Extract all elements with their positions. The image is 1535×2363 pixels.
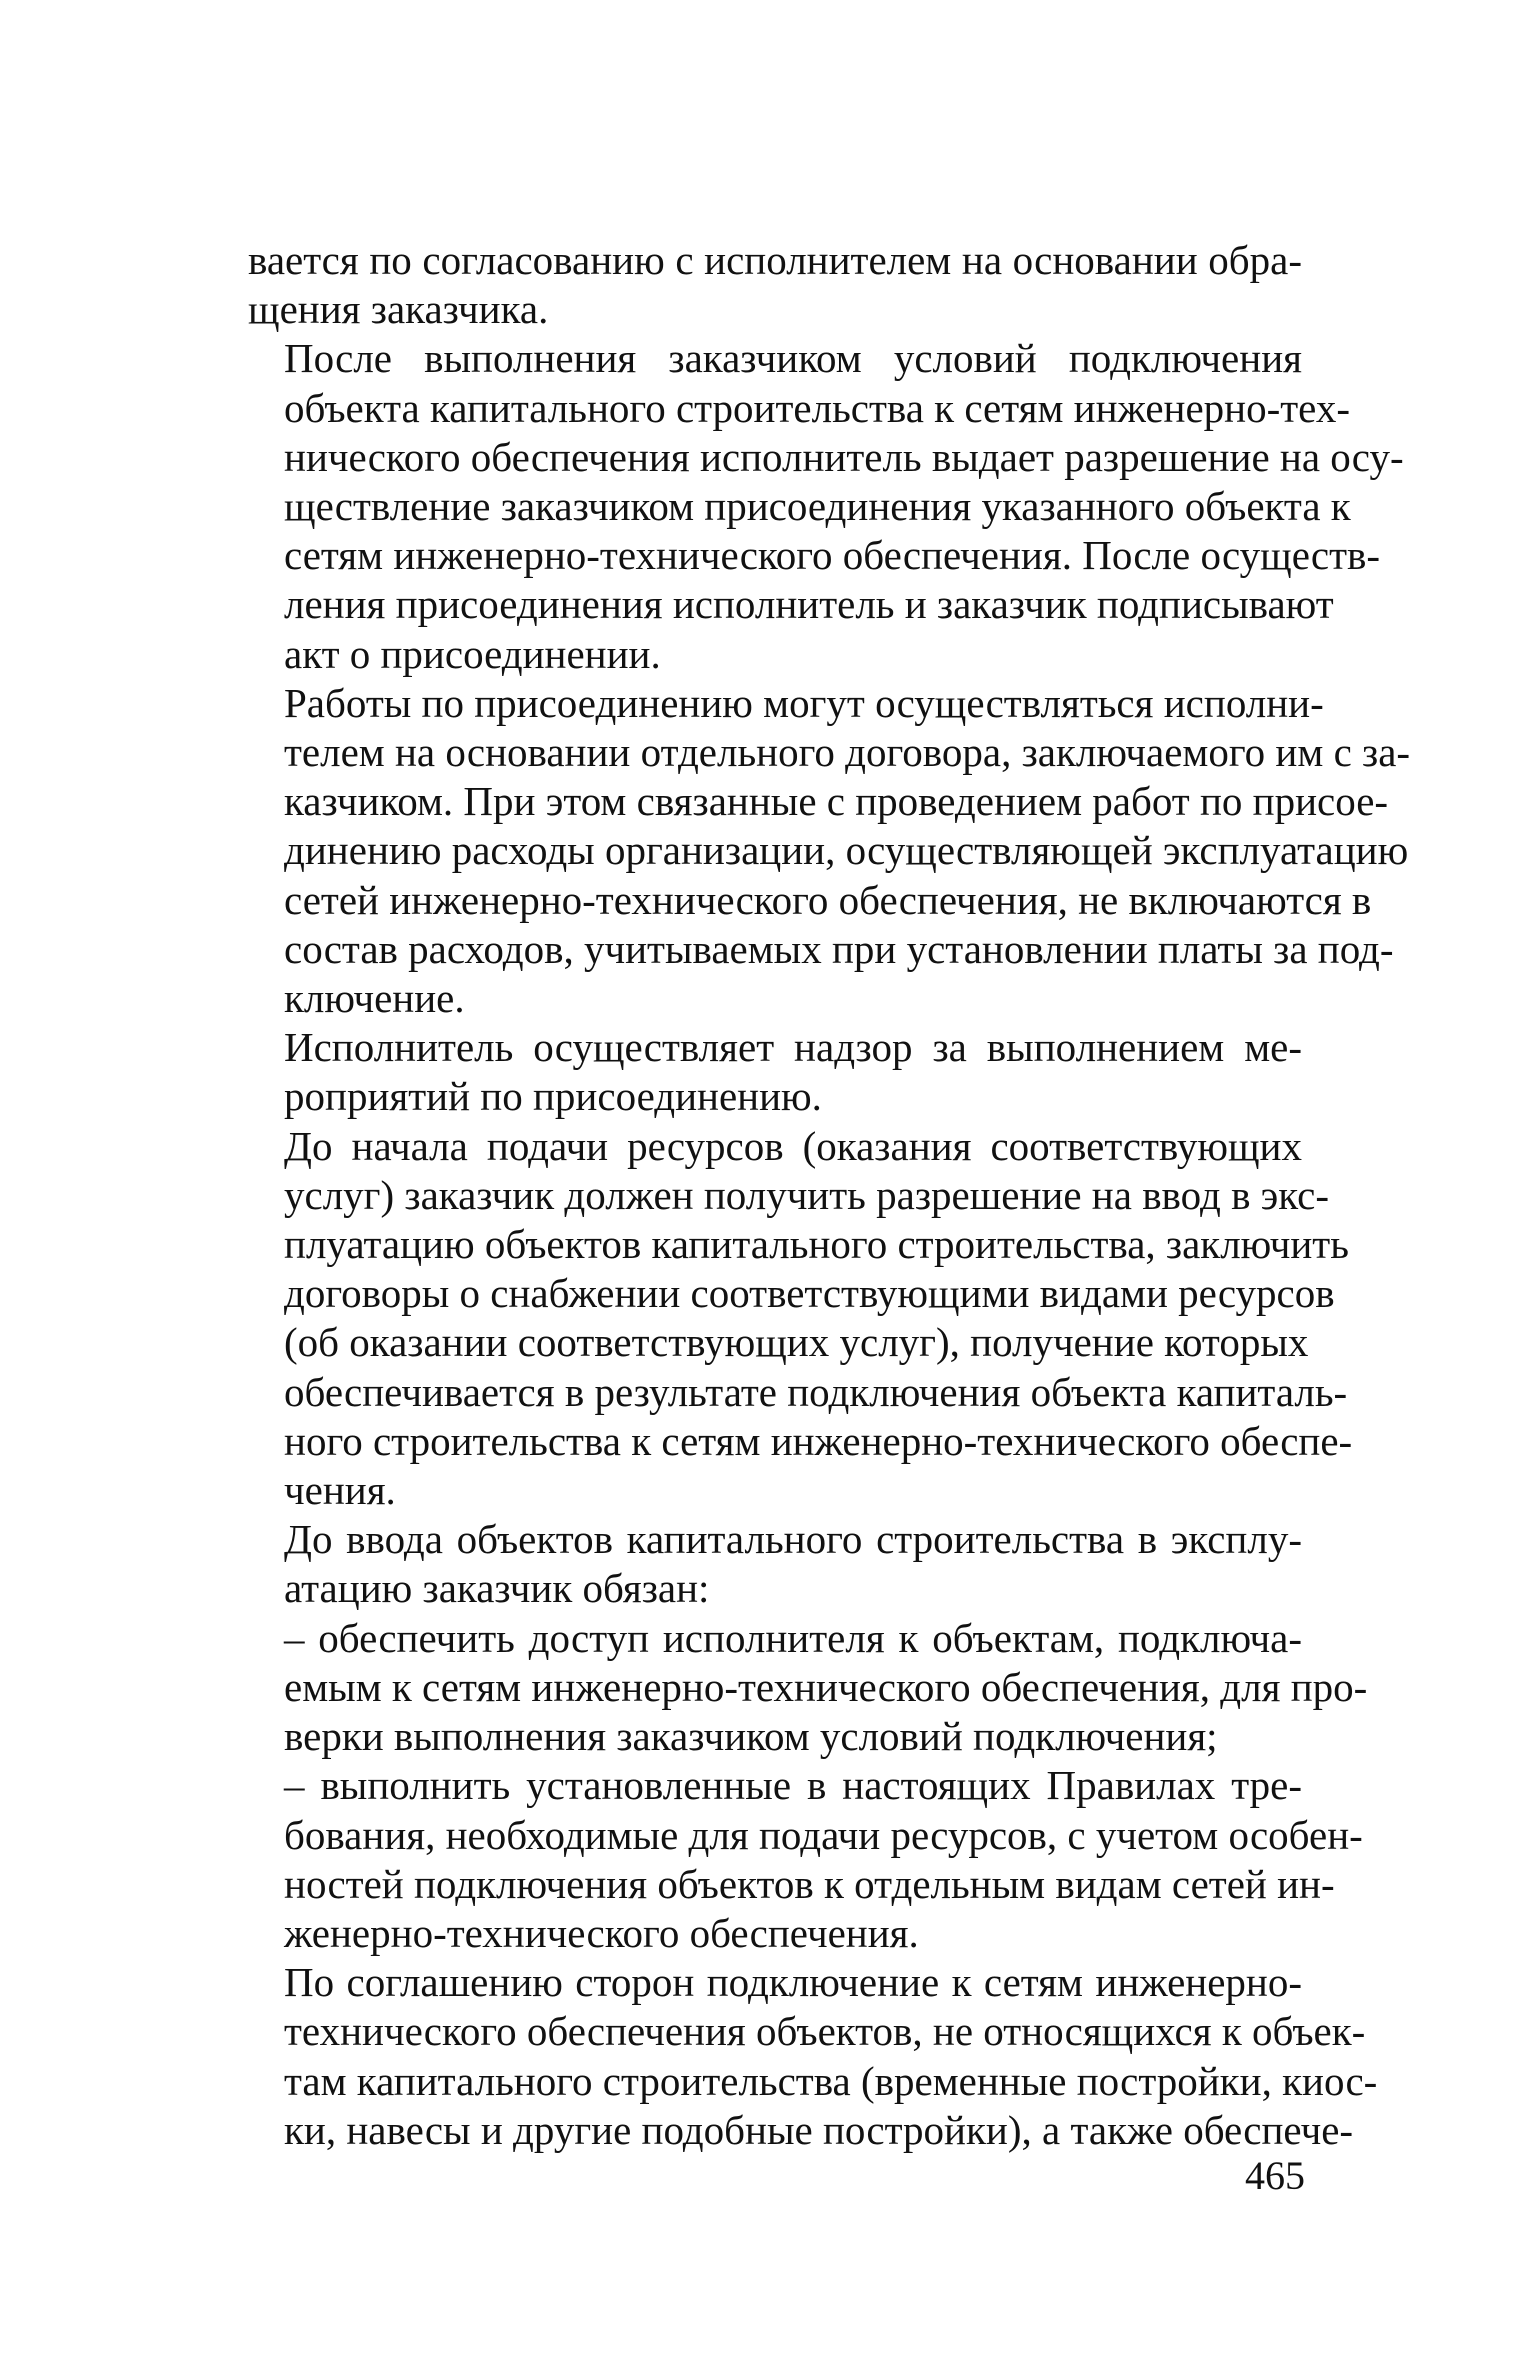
text-line: плуатацию объектов капитального строительства, заключить — [284, 1221, 1349, 1268]
text-line: женерно-технического обеспечения. — [284, 1909, 919, 1956]
text-line: сетям инженерно-технического обеспечения. После осуществ- — [284, 532, 1381, 579]
text-line: – выполнить установленные в настоящих Правилах тре- — [284, 1762, 1302, 1809]
paragraph — [248, 1515, 1302, 1613]
paragraph — [248, 1761, 1363, 1958]
text-line: роприятий по присоединению. — [284, 1073, 822, 1120]
paragraph — [248, 236, 1302, 334]
text-line: акт о присоединении. — [284, 630, 661, 677]
text-line: динению расходы организации, осуществляющей эксплуатацию — [284, 827, 1409, 874]
text-line: состав расходов, учитываемых при установлении платы за под- — [284, 925, 1394, 972]
text-line: ного строительства к сетям инженерно-технического обеспе- — [284, 1417, 1353, 1464]
paragraph — [248, 679, 1411, 1023]
text-line: ления присоединения исполнитель и заказчик подписывают — [284, 581, 1334, 628]
text-line: ществление заказчиком присоединения указанного объекта к — [284, 483, 1351, 530]
text-line: (об оказании соответствующих услуг), получение которых — [284, 1319, 1309, 1366]
paragraph — [248, 334, 1404, 678]
text-line: Работы по присоединению могут осуществляться исполни- — [284, 679, 1324, 726]
text-line: Исполнитель осуществляет надзор за выполнением ме- — [284, 1024, 1302, 1071]
text-line: атацию заказчик обязан: — [284, 1565, 710, 1612]
text-line: щения заказчика. — [248, 286, 549, 333]
text-line: сетей инженерно-технического обеспечения, не включаются в — [284, 876, 1372, 923]
text-line: казчиком. При этом связанные с проведением работ по присое- — [284, 778, 1389, 825]
text-line: До начала подачи ресурсов (оказания соответствующих — [284, 1122, 1302, 1169]
text-line: нического обеспечения исполнитель выдает разрешение на осу- — [284, 433, 1404, 480]
page-number: 465 — [1245, 2153, 1305, 2198]
text-line: обеспечивается в результате подключения объекта капиталь- — [284, 1368, 1348, 1415]
text-line: ключение. — [284, 975, 465, 1022]
text-line: верки выполнения заказчиком условий подключения; — [284, 1713, 1218, 1760]
text-line: По соглашению сторон подключение к сетям инженерно- — [284, 1959, 1302, 2006]
text-line: технического обеспечения объектов, не относящихся к объек- — [284, 2008, 1366, 2055]
text-line: там капитального строительства (временные постройки, киос- — [284, 2057, 1378, 2104]
text-line: чения. — [284, 1467, 396, 1514]
paragraph — [248, 1122, 1353, 1516]
text-line: емым к сетям инженерно-технического обеспечения, для про- — [284, 1663, 1368, 1710]
text-line: вается по согласованию с исполнителем на основании обра- — [248, 237, 1302, 283]
text-line: ностей подключения объектов к отдельным видам сетей ин- — [284, 1860, 1335, 1907]
text-line: бования, необходимые для подачи ресурсов, с учетом особен- — [284, 1811, 1363, 1858]
page-body-text — [248, 236, 1411, 2155]
paragraph — [248, 1023, 1302, 1121]
paragraph — [248, 1958, 1378, 2155]
paragraph — [248, 1614, 1368, 1762]
text-line: договоры о снабжении соответствующими видами ресурсов — [284, 1270, 1335, 1317]
text-line: объекта капитального строительства к сетям инженерно-тех- — [284, 384, 1350, 431]
text-line: – обеспечить доступ исполнителя к объектам, подключа- — [284, 1614, 1302, 1661]
text-line: ки, навесы и другие подобные постройки), а также обеспече- — [284, 2106, 1354, 2153]
text-line: После выполнения заказчиком условий подключения — [284, 335, 1302, 382]
text-line: услуг) заказчик должен получить разрешение на ввод в экс- — [284, 1171, 1330, 1218]
text-line: телем на основании отдельного договора, заключаемого им с за- — [284, 729, 1411, 776]
text-line: До ввода объектов капитального строительства в эксплу- — [284, 1516, 1302, 1563]
